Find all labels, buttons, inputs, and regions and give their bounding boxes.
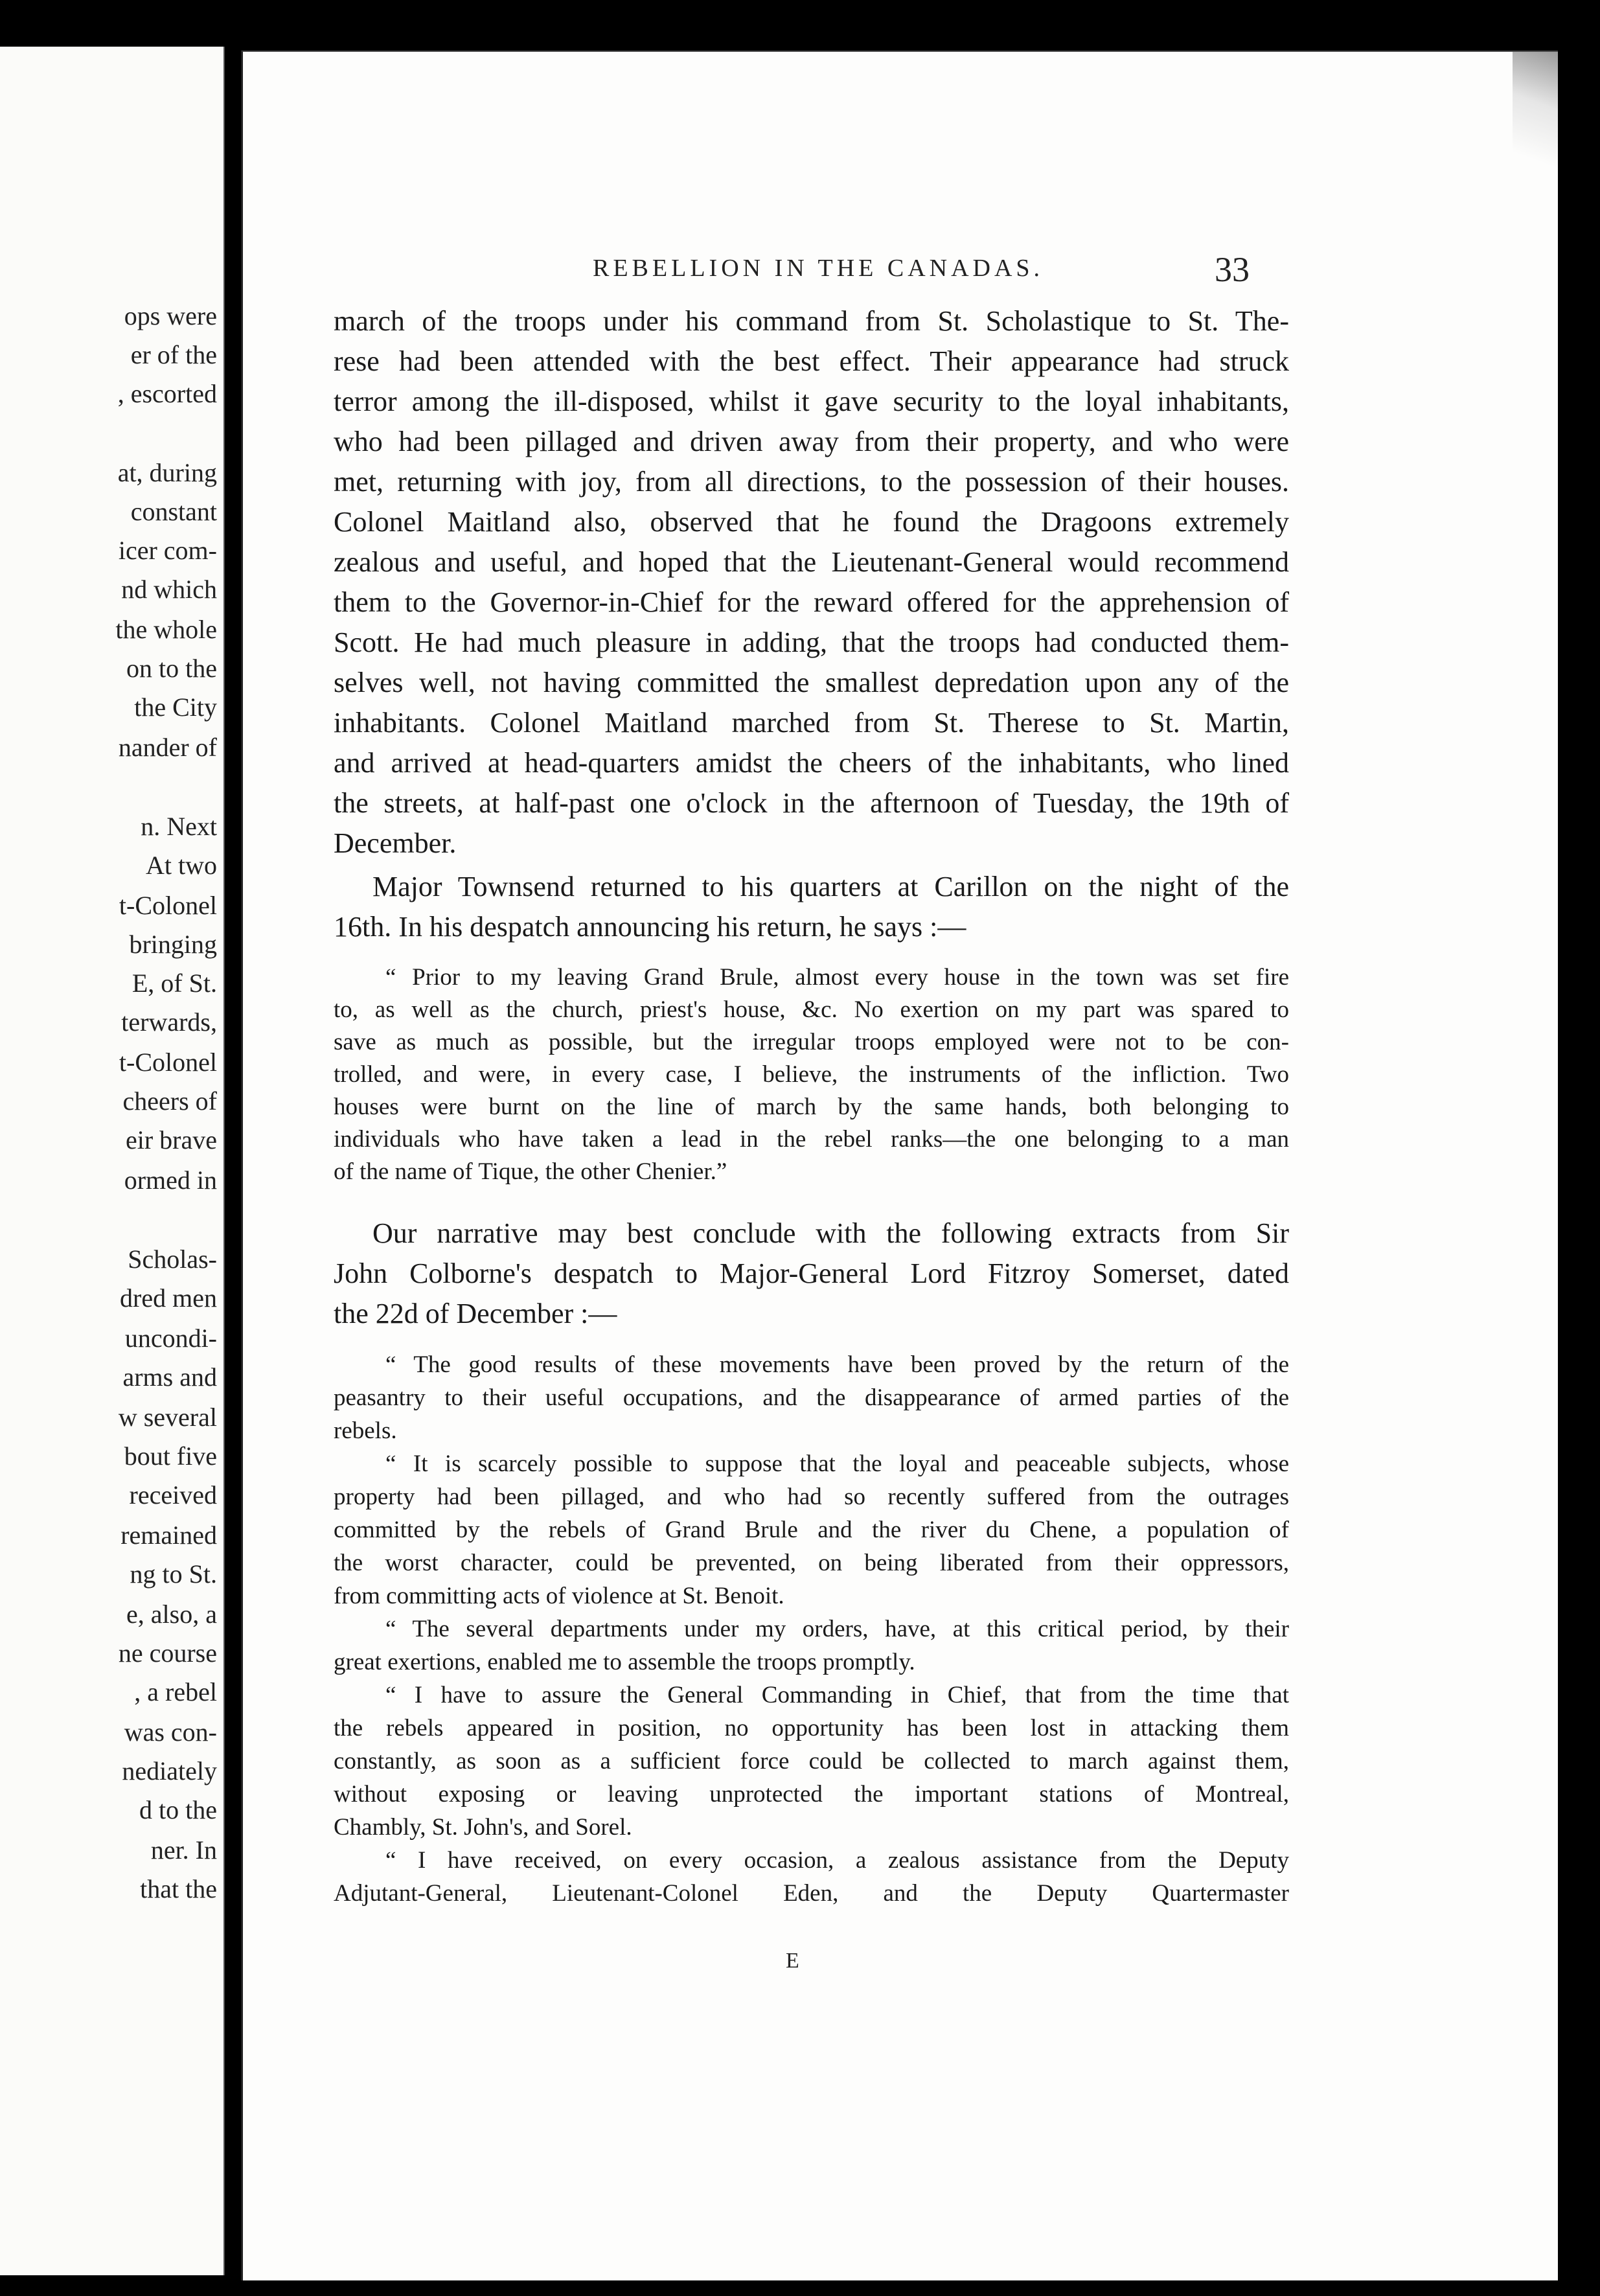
previous-page-line: remained	[120, 1521, 217, 1550]
quote-line: from committing acts of violence at St. Benoit.	[334, 1583, 784, 1609]
text-line: rese had been attended with the best effect. Their appearance had struck	[334, 345, 1289, 377]
previous-page-line: e, also, a	[126, 1600, 217, 1629]
quote-line: individuals who have taken a lead in the rebel ranks—the one belonging to a man	[334, 1126, 1289, 1153]
quote-line: “ I have received, on every occasion, a zealous assistance from the Deputy	[385, 1847, 1289, 1874]
previous-page-line: , a rebel	[134, 1677, 217, 1706]
text-line: the streets, at half-past one o'clock in the afternoon of Tuesday, the 19th of	[334, 787, 1289, 819]
page-number: 33	[1215, 250, 1250, 289]
text-line: 16th. In his despatch announcing his return, he says :—	[334, 911, 966, 943]
previous-page-line: constant	[130, 497, 217, 526]
previous-page-line: d to the	[139, 1795, 217, 1824]
text-line: and arrived at head-quarters amidst the cheers of the inhabitants, who lined	[334, 747, 1289, 779]
previous-page-line: w several	[118, 1403, 217, 1432]
text-line: met, returning with joy, from all directions, to the possession of their houses.	[334, 466, 1289, 498]
previous-page-line: uncondi-	[124, 1324, 217, 1353]
previous-page-line: icer com-	[118, 536, 217, 565]
quote-line: the worst character, could be prevented, on being liberated from their oppressors,	[334, 1550, 1289, 1576]
previous-page-line: t-Colonel	[119, 1048, 217, 1077]
signature-mark: E	[786, 1949, 799, 1973]
text-line: march of the troops under his command from St. Scholastique to St. The-	[334, 305, 1289, 337]
previous-page-line: t-Colonel	[119, 891, 217, 920]
quote-line: “ The good results of these movements have been proved by the return of the	[385, 1351, 1289, 1378]
quote-line: the rebels appeared in position, no opportunity has been lost in attacking them	[334, 1715, 1289, 1741]
previous-page-line: dred men	[120, 1283, 217, 1313]
quote-line: property had been pillaged, and who had so recently suffered from the outrages	[334, 1484, 1289, 1510]
running-head: REBELLION IN THE CANADAS.	[593, 255, 1044, 282]
previous-page-line: er of the	[130, 340, 217, 369]
previous-page-line: terwards,	[121, 1007, 217, 1037]
previous-page-line: on to the	[126, 654, 217, 683]
quote-line: “ I have to assure the General Commanding in Chief, that from the time that	[385, 1682, 1289, 1708]
previous-page-line: the whole	[115, 615, 217, 644]
text-line: selves well, not having committed the smallest depredation upon any of the	[334, 667, 1289, 698]
text-line: John Colborne's despatch to Major-General Lord Fitzroy Somerset, dated	[334, 1257, 1289, 1289]
quote-line: Chambly, St. John's, and Sorel.	[334, 1814, 632, 1841]
quote-line: trolled, and were, in every case, I believe, the instruments of the infliction. Two	[334, 1061, 1289, 1088]
text-line: inhabitants. Colonel Maitland marched from St. Therese to St. Martin,	[334, 707, 1289, 739]
quote-line: Adjutant-General, Lieutenant-Colonel Eden, and the Deputy Quartermaster	[334, 1880, 1289, 1907]
quote-line: “ The several departments under my orders, have, at this critical period, by their	[385, 1616, 1289, 1642]
text-line: Colonel Maitland also, observed that he found the Dragoons extremely	[334, 506, 1289, 538]
previous-page-line: ner. In	[150, 1835, 217, 1865]
book-page	[241, 51, 1558, 2280]
quote-line: without exposing or leaving unprotected the important stations of Montreal,	[334, 1781, 1289, 1808]
quote-line: rebels.	[334, 1418, 397, 1444]
quote-line: “ It is scarcely possible to suppose that the loyal and peaceable subjects, whose	[385, 1451, 1289, 1477]
text-line: Scott. He had much pleasure in adding, that the troops had conducted them-	[334, 626, 1289, 658]
quote-line: committed by the rebels of Grand Brule and the river du Chene, a population of	[334, 1517, 1289, 1543]
previous-page-line: ormed in	[124, 1165, 217, 1195]
previous-page-line: was con-	[124, 1717, 217, 1747]
previous-page-line: n. Next	[141, 812, 217, 841]
previous-page-line: At two	[146, 851, 217, 880]
text-line: Our narrative may best conclude with the following extracts from Sir	[372, 1217, 1289, 1249]
quote-line: constantly, as soon as a sufficient force could be collected to march against them,	[334, 1748, 1289, 1774]
text-line: them to the Governor-in-Chief for the reward offered for the apprehension of	[334, 586, 1289, 618]
previous-page-line: ne course	[118, 1638, 217, 1668]
previous-page-line: arms and	[122, 1362, 217, 1392]
text-line: Major Townsend returned to his quarters at Carillon on the night of the	[372, 871, 1289, 902]
previous-page-line: received	[129, 1480, 217, 1510]
text-line: December.	[334, 827, 457, 859]
text-line: who had been pillaged and driven away from their property, and who were	[334, 426, 1289, 457]
previous-page-line: nander of	[118, 733, 217, 762]
previous-page-line: at, during	[117, 458, 217, 487]
text-line: terror among the ill-disposed, whilst it gave security to the loyal inhabitants,	[334, 385, 1289, 417]
previous-page-line: the City	[134, 693, 217, 722]
quote-line: save as much as possible, but the irregular troops employed were not to be con-	[334, 1029, 1289, 1055]
previous-page-line: ng to St.	[130, 1559, 217, 1589]
previous-page-line: , escorted	[117, 379, 217, 408]
quote-line: peasantry to their useful occupations, and the disappearance of armed parties of the	[334, 1384, 1289, 1411]
previous-page-line: bringing	[129, 930, 217, 959]
text-line: zealous and useful, and hoped that the Lieutenant-General would recommend	[334, 546, 1289, 578]
page-fold-shadow	[1513, 52, 1558, 181]
text-line: the 22d of December :—	[334, 1298, 617, 1329]
previous-page-line: cheers of	[122, 1086, 217, 1116]
quote-line: great exertions, enabled me to assemble the troops promptly.	[334, 1649, 915, 1675]
quote-line: to, as well as the church, priest's house, &c. No exertion on my part was spared to	[334, 996, 1289, 1023]
previous-page-fragment	[0, 47, 225, 2275]
previous-page-line: nediately	[122, 1756, 217, 1785]
previous-page-line: that the	[140, 1874, 217, 1903]
previous-page-line: Scholas-	[128, 1245, 217, 1274]
previous-page-line: eir brave	[125, 1125, 217, 1154]
quote-line: “ Prior to my leaving Grand Brule, almost every house in the town was set fire	[385, 964, 1289, 991]
previous-page-line: nd which	[121, 575, 217, 604]
previous-page-line: bout five	[124, 1441, 217, 1471]
quote-line: of the name of Tique, the other Chenier.”	[334, 1158, 727, 1185]
previous-page-line: ops were	[124, 301, 217, 330]
previous-page-line: E, of St.	[131, 969, 217, 998]
quote-line: houses were burnt on the line of march by the same hands, both belonging to	[334, 1094, 1289, 1120]
